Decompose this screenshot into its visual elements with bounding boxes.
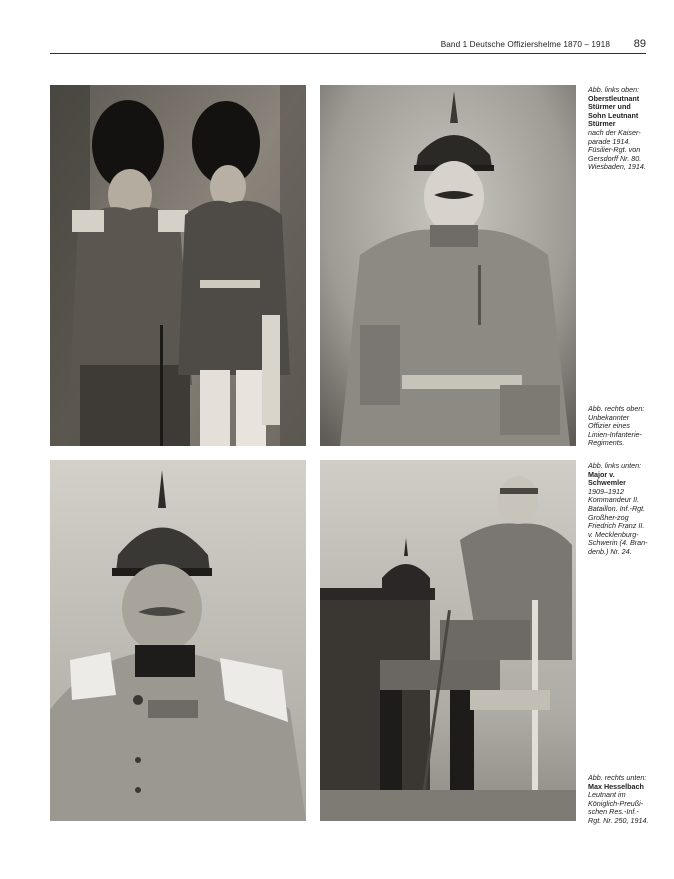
- caption-text: nach der Kaiser-parade 1914. Füsilier-Rgt. von Gersdorff Nr. 80. Wiesbaden, 1914.: [588, 127, 646, 172]
- caption-label: Abb. rechts unten:: [588, 773, 647, 782]
- photo-bottom-right: [320, 460, 576, 821]
- caption-name: Major v. Schwemler: [588, 469, 626, 488]
- photo-bottom-right-image: [320, 460, 576, 821]
- caption-label: Abb. links oben:: [588, 85, 640, 94]
- photo-top-left: [50, 85, 306, 446]
- caption-top-left: [588, 86, 650, 172]
- page-header: [50, 38, 646, 54]
- running-title: Band 1 Deutsche Offiziershelme 1870 – 1918: [440, 40, 610, 49]
- caption-name: Max Hesselbach: [588, 781, 644, 791]
- photo-top-right: [320, 85, 576, 446]
- caption-name: Oberstleutnant Stürmer und Sohn Leutnant Stürmer: [588, 93, 640, 129]
- caption-label: Abb. rechts oben:: [588, 404, 645, 413]
- caption-top-right: [588, 405, 650, 448]
- caption-bottom-right: [588, 774, 650, 826]
- header-rule: [50, 53, 646, 54]
- caption-text: Leutnant im Königlich-Preußi-schen Res.-Inf.-Rgt. Nr. 250, 1914.: [588, 790, 649, 825]
- caption-text: Unbekannter Offizier eines Linien-Infanterie-Regiments.: [588, 412, 642, 448]
- photo-top-right-image: [320, 85, 576, 446]
- caption-text: 1909–1912 Kommandeur II. Bataillon. Inf.-Rgt. Großher-zog Friedrich Franz II. v. Mecklenburg-Schwerin (4. Bran-denb.) Nr. 24.: [588, 486, 648, 556]
- photo-bottom-left: [50, 460, 306, 821]
- caption-label: Abb. links unten:: [588, 461, 642, 470]
- photo-top-left-image: [50, 85, 306, 446]
- page-number: 89: [633, 38, 646, 50]
- photo-bottom-left-image: [50, 460, 306, 821]
- caption-bottom-left: [588, 462, 650, 557]
